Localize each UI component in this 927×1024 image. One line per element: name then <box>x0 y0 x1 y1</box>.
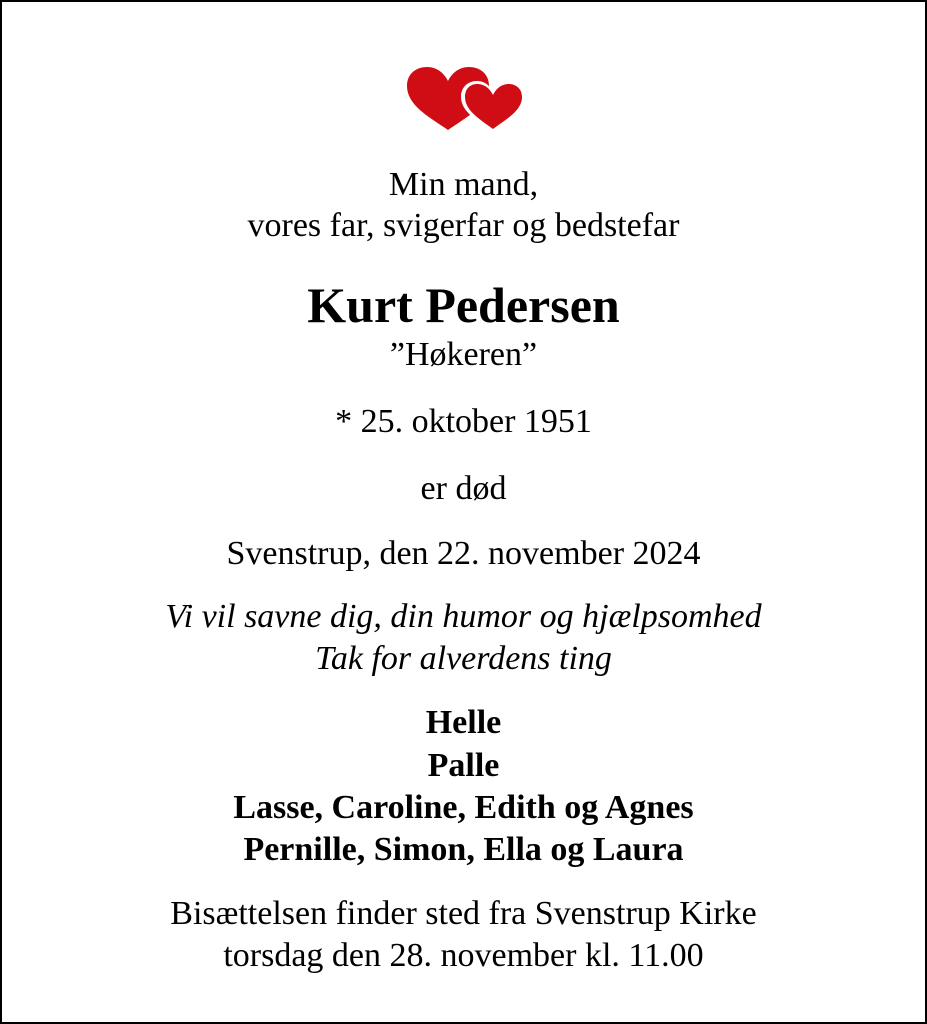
death-text: er død <box>420 470 507 507</box>
right-heart-icon <box>465 84 522 129</box>
deceased-name: Kurt Pedersen <box>307 277 620 333</box>
death-place-date: Svenstrup, den 22. november 2024 <box>226 535 701 572</box>
family-member-line: Pernille, Simon, Ella og Laura <box>243 831 684 868</box>
memorial-quote-line-2: Tak for alverdens ting <box>315 640 612 677</box>
birth-date: * 25. oktober 1951 <box>335 403 592 440</box>
family-member-line: Palle <box>427 747 500 784</box>
family-member-line: Lasse, Caroline, Edith og Agnes <box>233 789 694 826</box>
funeral-info-line-2: torsdag den 28. november kl. 11.00 <box>223 937 704 974</box>
intro-line-1: Min mand, <box>388 166 539 203</box>
funeral-info-line-1: Bisættelsen finder sted fra Svenstrup Kirke <box>170 895 757 932</box>
memorial-quote-line-1: Vi vil savne dig, din humor og hjælpsomhed <box>165 598 762 635</box>
family-member-line: Helle <box>425 704 502 741</box>
intro-line-2: vores far, svigerfar og bedstefar <box>247 207 680 244</box>
two-hearts-icon <box>405 64 527 134</box>
deceased-nickname: ”Høkeren” <box>389 336 538 373</box>
